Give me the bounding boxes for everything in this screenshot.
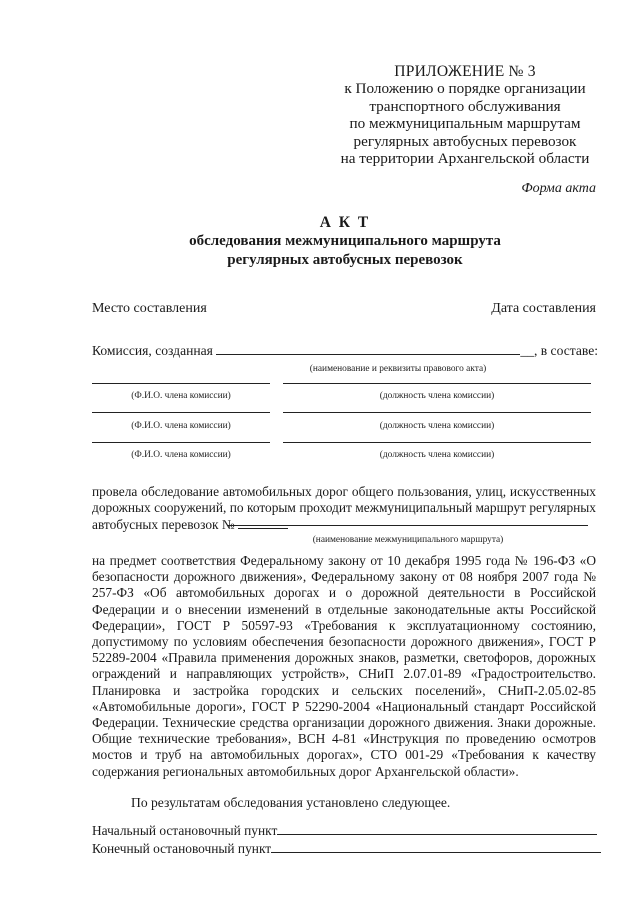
route-paragraph-text: провела обследование автомобильных дорог общего пользования, улиц, искусственных дорожных сооружений, по которым проходит межмуниципальный маршрут регулярных автобусных перевозок №: [92, 484, 596, 532]
act-title: [140, 213, 550, 270]
place-label: Место составления: [92, 301, 207, 316]
appendix-line: регулярных автобусных перевозок: [353, 132, 577, 150]
start-stop-label: Начальный остановочный пункт: [92, 823, 278, 838]
member-position-field[interactable]: [283, 383, 591, 384]
act-subtitle-line: регулярных автобусных перевозок: [227, 252, 463, 268]
commission-prefix: Комиссия, созданная: [92, 343, 213, 358]
main-paragraph: на предмет соответствия Федеральному закону от 10 декабря 1995 года № 196-ФЗ «О безопасности дорожного движения», Федеральному закону от 08 ноября 2007 года № 257-ФЗ «Об автомобильных дорогах и о дорожной деятельности в Российской Федерации и о внесении изменений в отдельные законодательные акты Российской Федерации», ГОСТ Р 50597-93 «Требования к эксплуатационному состоянию, допустимому по условиям обеспечения безопасности дорожного движения», ГОСТ Р 52289-2004 «Правила применения дорожных знаков, разметки, светофоров, дорожных ограждений и направляющих устройств», СНиП 2.07.01-89 «Градостроительство. Планировка и застройка городских и сельских поселений», СНиП-2.05.02-85 «Автомобильные дороги», ГОСТ Р 52290-2004 «Национальный стандарт Российской Федерации. Технические средства организации дорожного движения. Знаки дорожные. Общие технические требования», ВСН 4-81 «Инструкция по проведению осмотров мостов и труб на автомобильных дорогах», СТО 001-29 «Требования к качеству содержания региональных автомобильных дорог Архангельской области».: [92, 553, 596, 779]
appendix-line: на территории Архангельской области: [340, 150, 590, 168]
member-name-caption: (Ф.И.О. члена комиссии): [131, 450, 231, 460]
member-position-field[interactable]: [283, 442, 591, 443]
member-position-caption: (должность члена комиссии): [379, 421, 495, 431]
member-position-field[interactable]: [283, 412, 591, 413]
member-name-field[interactable]: [92, 412, 270, 413]
legal-act-caption: (наименование и реквизиты правового акта): [309, 364, 487, 374]
member-name-field[interactable]: [92, 383, 270, 384]
member-position-caption: (должность члена комиссии): [379, 391, 495, 401]
start-stop-field[interactable]: [277, 823, 597, 835]
end-stop-line: [92, 841, 601, 857]
start-stop-line: [92, 823, 597, 839]
appendix-line: транспортного обслуживания: [369, 97, 561, 115]
member-position-caption: (должность члена комиссии): [379, 450, 495, 460]
appendix-line: к Положению о порядке организации: [344, 80, 586, 98]
member-name-field[interactable]: [92, 442, 270, 443]
member-name-caption: (Ф.И.О. члена комиссии): [131, 391, 231, 401]
results-line: По результатам обследования установлено следующее.: [131, 795, 451, 810]
appendix-title: ПРИЛОЖЕНИЕ № 3: [394, 63, 536, 80]
end-stop-label: Конечный остановочный пункт: [92, 841, 272, 856]
commission-suffix: __, в составе:: [520, 343, 599, 358]
route-number-field[interactable]: [238, 517, 288, 529]
form-note: Форма акта: [521, 181, 596, 196]
appendix-line: по межмуниципальным маршрутам: [349, 115, 581, 133]
end-stop-field[interactable]: [271, 841, 601, 853]
route-name-field[interactable]: [228, 525, 588, 526]
route-name-caption: (наименование межмуниципального маршрута): [312, 535, 504, 545]
appendix-header: [330, 63, 600, 167]
commission-line: [92, 343, 598, 359]
date-label: Дата составления: [491, 301, 596, 316]
legal-act-field[interactable]: [216, 343, 520, 355]
member-name-caption: (Ф.И.О. члена комиссии): [131, 421, 231, 431]
act-subtitle-line: обследования межмуниципального маршрута: [189, 233, 501, 249]
act-heading: А К Т: [319, 214, 371, 231]
